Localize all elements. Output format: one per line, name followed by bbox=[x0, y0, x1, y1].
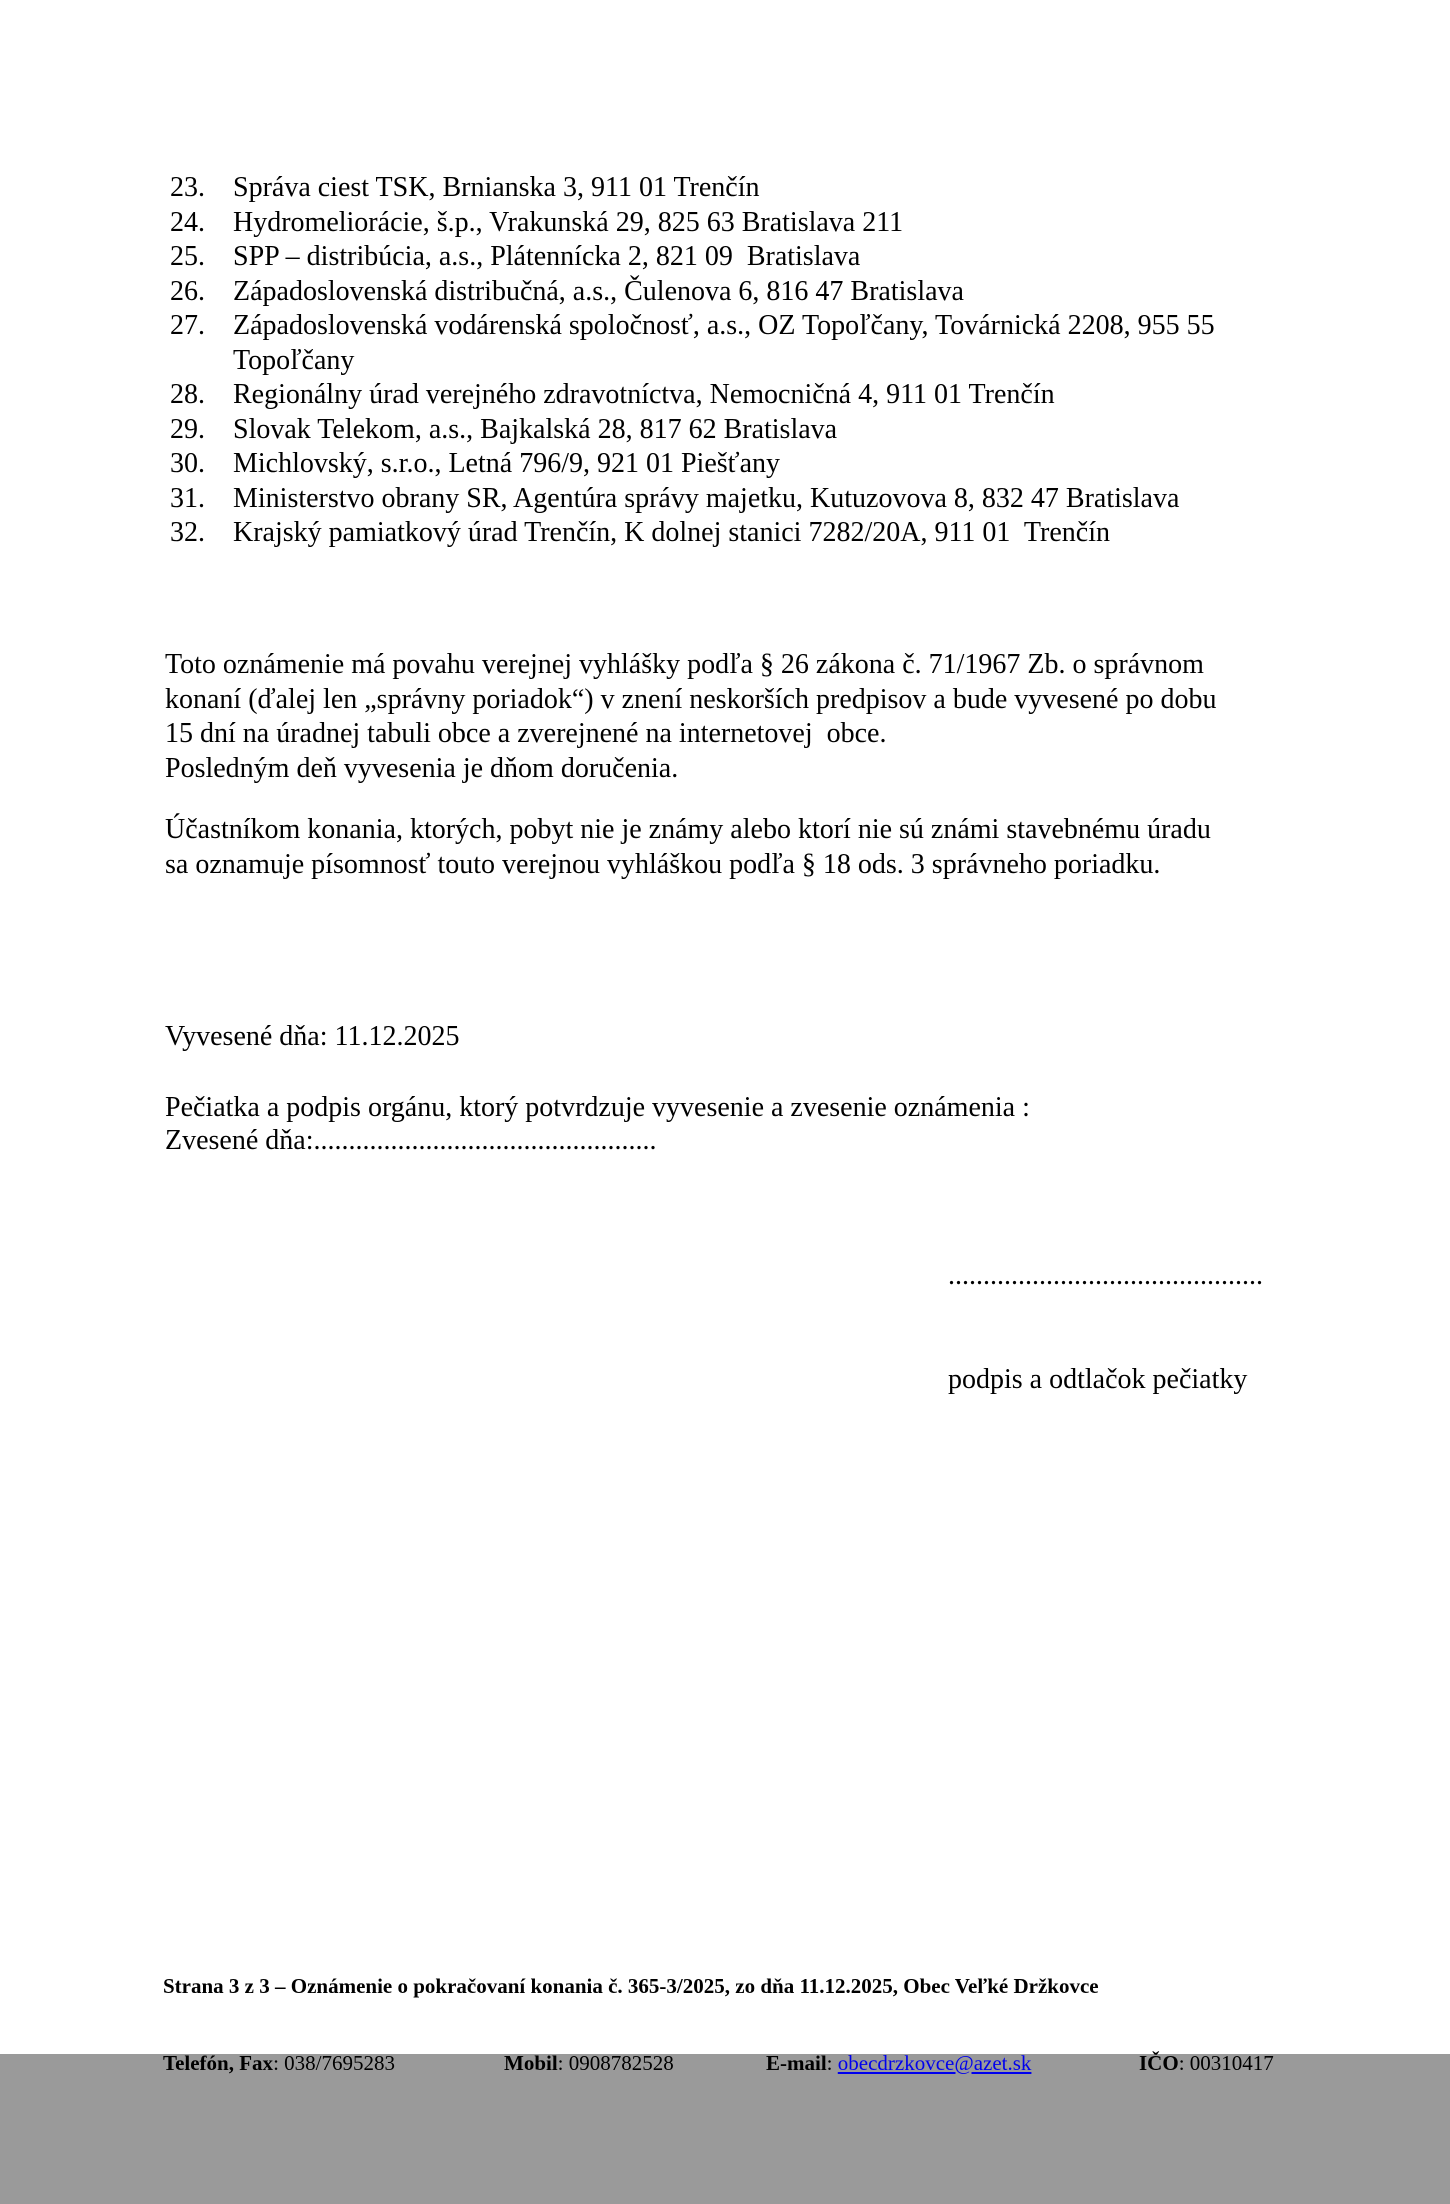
list-item-line bbox=[170, 413, 1215, 448]
list-item-line bbox=[170, 516, 1215, 551]
list-item-number: 25. bbox=[170, 241, 205, 272]
list-item-line bbox=[170, 240, 1215, 275]
footer-email-label: E-mail bbox=[766, 2050, 827, 2075]
list-item-number: 24. bbox=[170, 206, 205, 238]
footer-ico bbox=[1139, 2051, 1274, 2077]
text-line: 15 dní na úradnej tabuli obce a zverejnené na internetovej obce. bbox=[165, 718, 887, 749]
text-line: konaní (ďalej len „správny poriadok“) v znení neskorších predpisov a bude vyvesené po dobu bbox=[165, 683, 1217, 715]
footer-phone bbox=[163, 2051, 395, 2077]
footer-title-line: Strana 3 z 3 – Oznámenie o pokračovaní konania č. 365-3/2025, zo dňa 11.12.2025, Obec Veľké Držkovce bbox=[163, 1974, 1099, 1998]
dates-block bbox=[165, 951, 657, 1227]
signature-block bbox=[948, 1190, 1263, 1466]
recipients-list bbox=[170, 171, 1215, 551]
list-item-line bbox=[170, 206, 1215, 241]
list-item-text: Hydromeliorácie, š.p., Vrakunská 29, 825 63 Bratislava 211 bbox=[233, 206, 904, 238]
footer-email-link[interactable]: obecdrzkovce@azet.sk bbox=[837, 2050, 1032, 2075]
text-line: Účastníkom konania, ktorých, pobyt nie je známy alebo ktorí nie sú známi stavebnému úradu bbox=[165, 814, 1211, 845]
list-item-text: Krajský pamiatkový úrad Trenčín, K dolnej stanici 7282/20A, 911 01 Trenčín bbox=[233, 517, 1110, 548]
list-item-text: Správa ciest TSK, Brnianska 3, 911 01 Trenčín bbox=[233, 172, 760, 203]
footer-mobile-value: : 0908782528 bbox=[557, 2050, 674, 2075]
list-item-text: Západoslovenská vodárenská spoločnosť, a.s., OZ Topoľčany, Továrnická 2208, 955 55 bbox=[233, 310, 1215, 341]
list-item-number: 31. bbox=[170, 482, 205, 514]
footer-mobile bbox=[504, 2051, 674, 2077]
footer-ico-value: : 00310417 bbox=[1178, 2050, 1274, 2075]
list-item-number: 29. bbox=[170, 413, 205, 445]
list-item-number: 28. bbox=[170, 379, 205, 410]
page-footer bbox=[163, 1923, 1323, 2127]
text-line: Toto oznámenie má povahu verejnej vyhlášky podľa § 26 zákona č. 71/1967 Zb. o správnom bbox=[165, 649, 1204, 680]
participants-paragraph bbox=[165, 813, 1211, 882]
list-item-line bbox=[170, 344, 1215, 379]
footer-phone-value: : 038/7695283 bbox=[273, 2050, 395, 2075]
footer-mobile-label: Mobil bbox=[504, 2050, 558, 2075]
signature-caption: podpis a odtlačok pečiatky bbox=[948, 1363, 1248, 1395]
list-item-number: 32. bbox=[170, 517, 205, 548]
list-item-line bbox=[170, 482, 1215, 517]
list-item-number: 26. bbox=[170, 275, 205, 307]
list-item-line bbox=[170, 171, 1215, 206]
list-item-number: 30. bbox=[170, 448, 205, 479]
list-item-number bbox=[170, 344, 233, 379]
list-item-text: Regionálny úrad verejného zdravotníctva, Nemocničná 4, 911 01 Trenčín bbox=[233, 379, 1055, 410]
list-item-number: 23. bbox=[170, 172, 205, 203]
list-item-line bbox=[170, 275, 1215, 310]
signature-dotted-line: ............................................. bbox=[948, 1260, 1263, 1291]
footer-email-separator: : bbox=[826, 2050, 838, 2075]
list-item-line bbox=[170, 447, 1215, 482]
list-item-number: 27. bbox=[170, 310, 205, 341]
stamp-instruction-line: Pečiatka a podpis orgánu, ktorý potvrdzuje vyvesenie a zvesenie oznámenia : bbox=[165, 1092, 1030, 1123]
list-item-text: Ministerstvo obrany SR, Agentúra správy majetku, Kutuzovova 8, 832 47 Bratislava bbox=[233, 482, 1180, 514]
list-item-text: Topoľčany bbox=[233, 344, 355, 376]
posted-date-line: Vyvesené dňa: 11.12.2025 bbox=[165, 1021, 460, 1052]
list-item-line bbox=[170, 309, 1215, 344]
text-line: sa oznamuje písomnosť touto verejnou vyhláškou podľa § 18 ods. 3 správneho poriadku. bbox=[165, 848, 1161, 880]
list-item-text: Michlovský, s.r.o., Letná 796/9, 921 01 Piešťany bbox=[233, 448, 781, 479]
list-item-line bbox=[170, 378, 1215, 413]
footer-contact-line bbox=[163, 2051, 1323, 2077]
list-item-text: Západoslovenská distribučná, a.s., Čulenova 6, 816 47 Bratislava bbox=[233, 275, 964, 307]
list-item-text: SPP – distribúcia, a.s., Plátennícka 2, 821 09 Bratislava bbox=[233, 241, 861, 272]
list-item-text: Slovak Telekom, a.s., Bajkalská 28, 817 62 Bratislava bbox=[233, 413, 838, 445]
footer-ico-label: IČO bbox=[1139, 2050, 1179, 2075]
footer-phone-label: Telefón, Fax bbox=[163, 2050, 274, 2075]
footer-email bbox=[766, 2051, 1031, 2077]
notice-paragraph bbox=[165, 648, 1216, 786]
text-line: Posledným deň vyvesenia je dňom doručenia. bbox=[165, 752, 679, 784]
removed-date-line: Zvesené dňa:................................................. bbox=[165, 1124, 657, 1156]
